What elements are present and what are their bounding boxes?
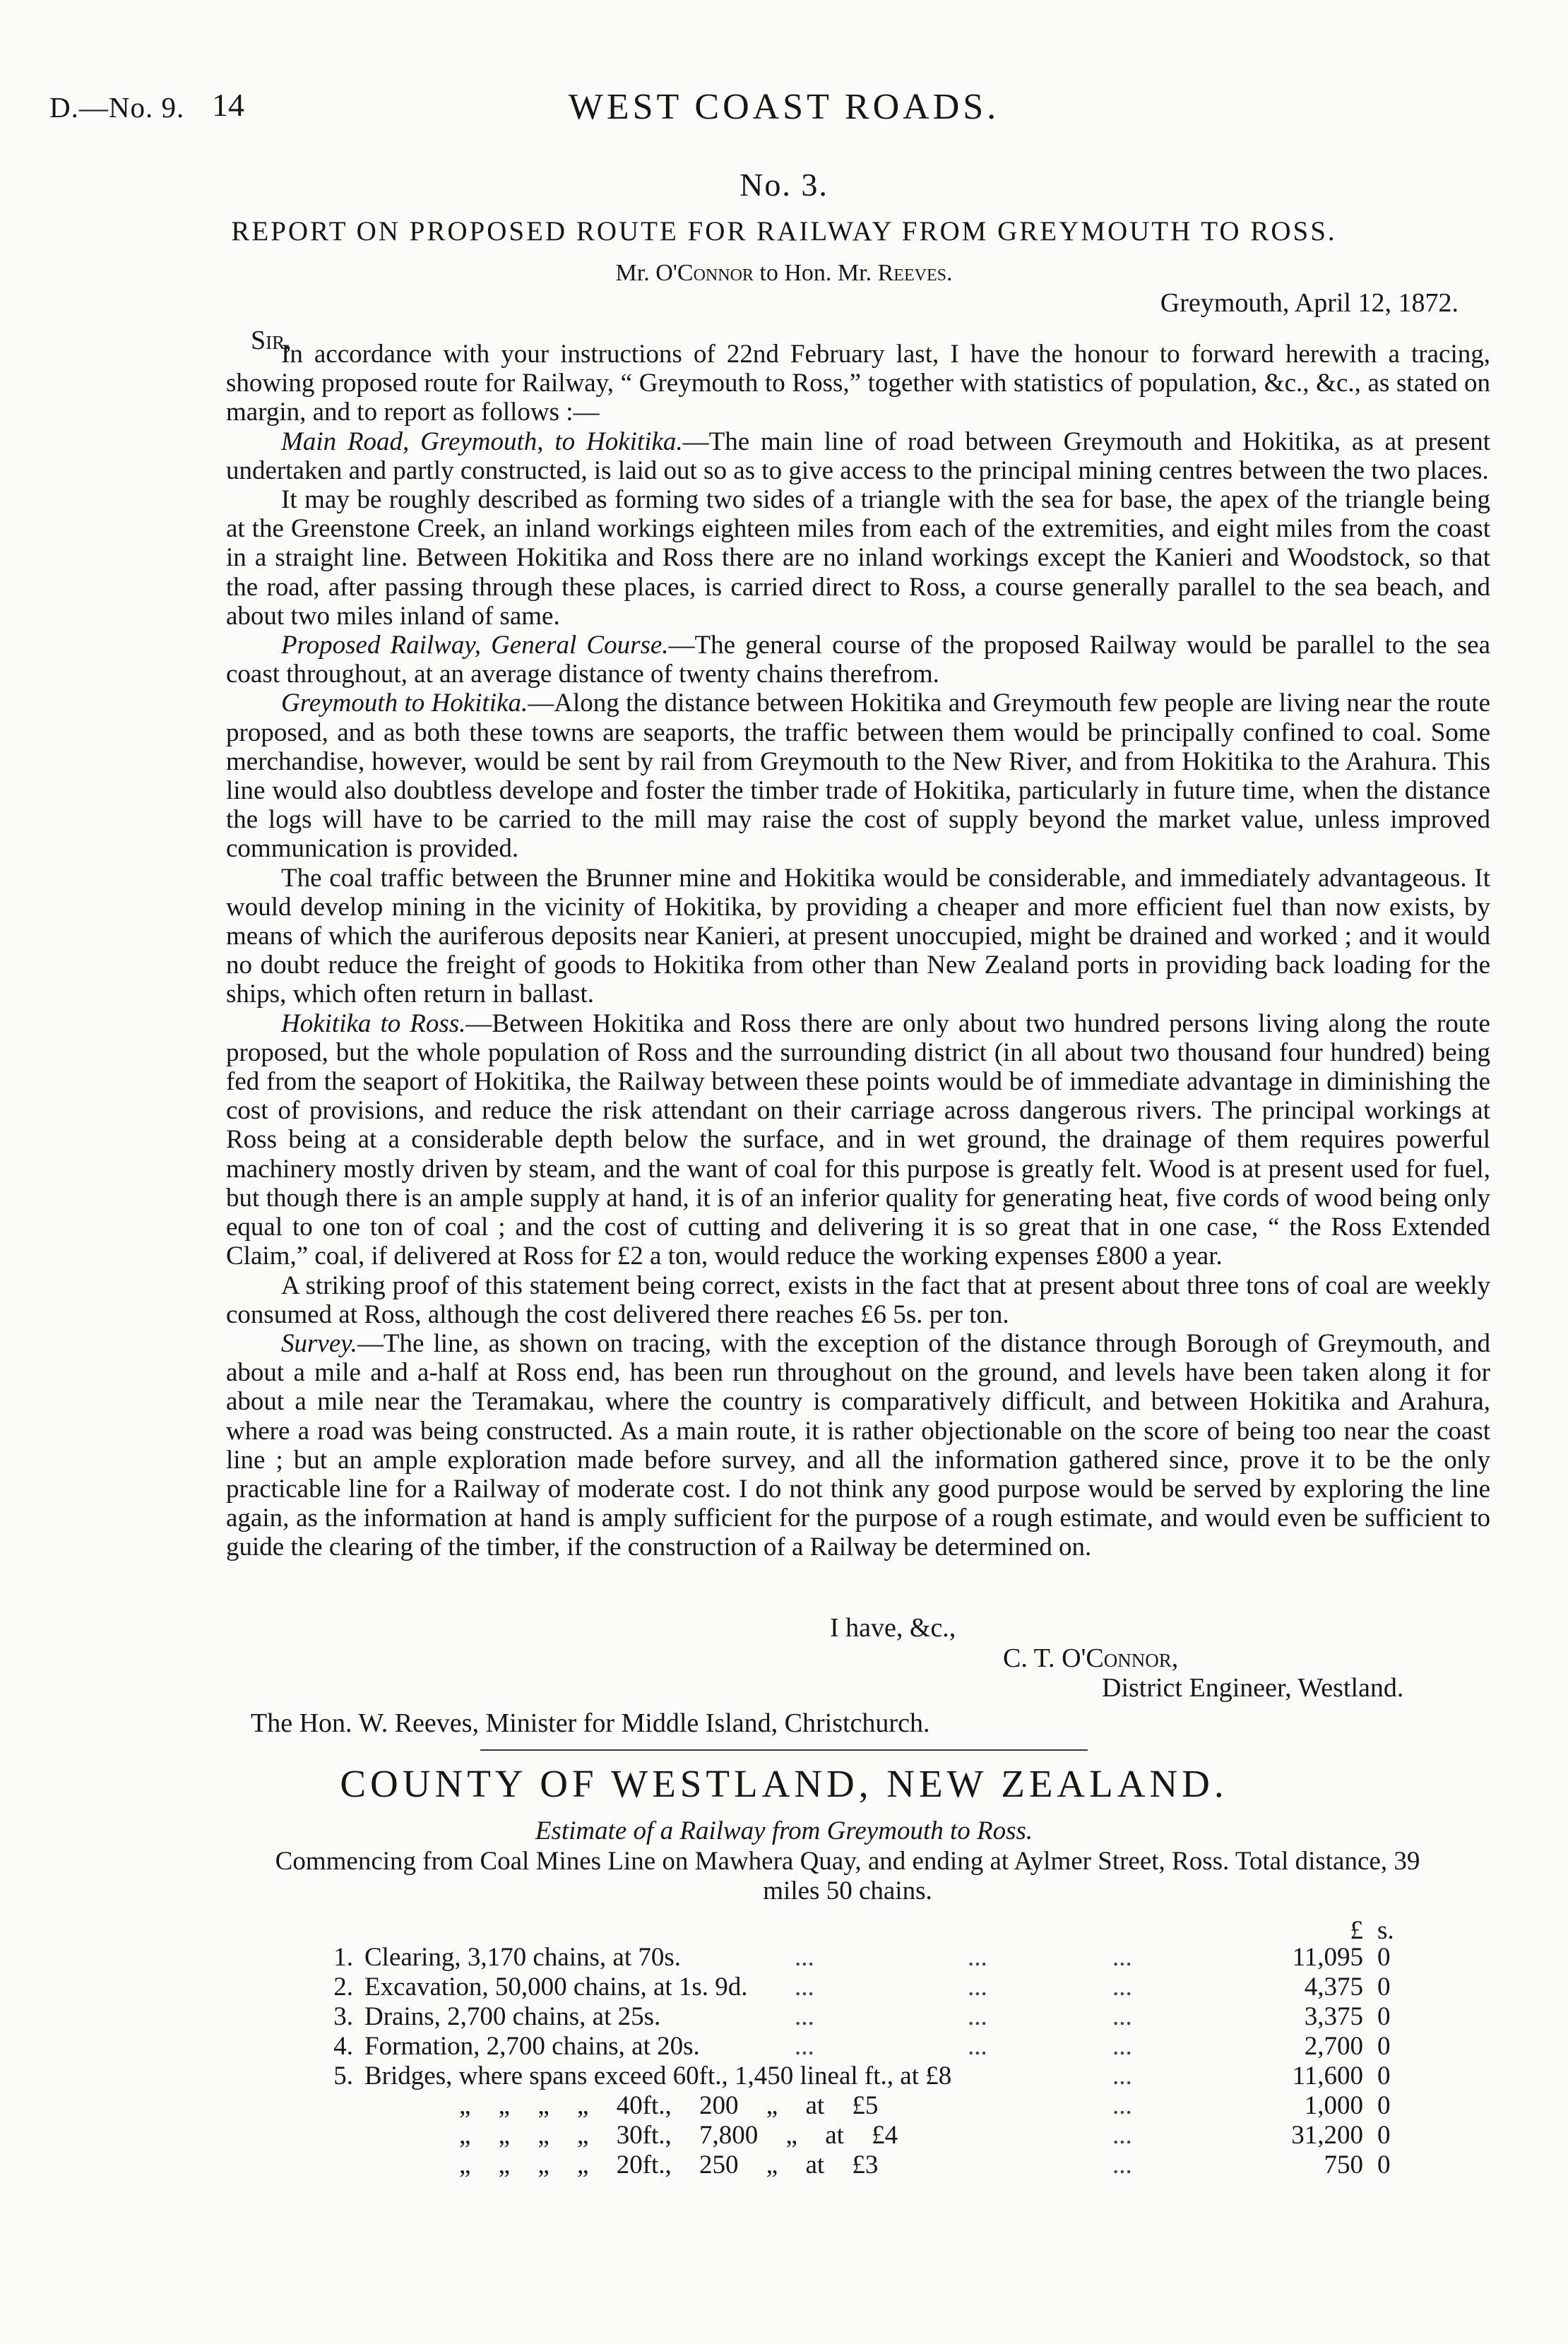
- leader-dots: ...: [795, 2032, 814, 2061]
- table-row: [325, 2031, 1427, 2061]
- item-pounds: 3,375: [1304, 2002, 1363, 2031]
- paragraph: The coal traffic between the Brunner mine and Hokitika would be considerable, and immediately advantageous. It would develop mining in the vicinity of Hokitika, by providing a cheaper and more efficient fuel than now exists, by means of which the auriferous deposits near Kanieri, at present unoccupied, might be drained and worked ; and it would no doubt reduce the freight of goods to Hokitika from other than New Zealand ports in providing back loading for the ships, which often return in ballast.: [226, 863, 1490, 1009]
- leader-dots: ...: [795, 1943, 814, 1972]
- item-description: „ „ „ „ 20ft., 250 „ at £3: [459, 2150, 879, 2179]
- item-description: Clearing, 3,170 chains, at 70s.: [364, 1943, 682, 1972]
- table-row: [325, 1972, 1427, 2001]
- paragraph: It may be roughly described as forming two sides of a triangle with the sea for base, the apex of the triangle being at the Greenstone Creek, an inland workings eighteen miles from each of the extremities, and eight miles from the coast in a straight line. Between Hokitika and Ross there are no inland workings except the Kanieri and Woodstock, so that the road, after passing through these places, is carried direct to Ross, a course generally parallel to the sea beach, and about two miles inland of same.: [226, 485, 1490, 631]
- item-pounds: 4,375: [1304, 1973, 1363, 2001]
- estimate-table: [325, 1915, 1427, 2179]
- item-shillings: 0: [1377, 2121, 1391, 2150]
- report-number: No. 3.: [740, 167, 828, 203]
- table-header: [325, 1915, 1427, 1945]
- item-number: 4.: [333, 2032, 353, 2061]
- divider: [480, 1749, 1088, 1751]
- item-description: Bridges, where spans exceed 60ft., 1,450 lineal ft., at £8: [364, 2062, 952, 2090]
- shillings-column-header: s.: [1377, 1916, 1394, 1945]
- leader-dots: ...: [1112, 2121, 1132, 2150]
- item-description: „ „ „ „ 30ft., 7,800 „ at £4: [459, 2121, 898, 2150]
- dateline: Greymouth, April 12, 1872.: [1160, 288, 1459, 318]
- item-pounds: 11,095: [1292, 1943, 1363, 1972]
- leader-dots: ...: [1112, 2002, 1132, 2031]
- table-row: [325, 2120, 1427, 2150]
- item-description: Excavation, 50,000 chains, at 1s. 9d.: [364, 1973, 748, 2001]
- item-shillings: 0: [1377, 2002, 1391, 2031]
- leader-dots: ...: [1112, 2150, 1132, 2179]
- item-number: 5.: [333, 2062, 353, 2090]
- item-shillings: 0: [1377, 2150, 1391, 2179]
- salutation: Sir,: [251, 326, 292, 355]
- table-row: [325, 2090, 1427, 2120]
- paragraph: Main Road, Greymouth, to Hokitika.—The main line of road between Greymouth and Hokitika, as at present undertaken and partly constructed, is laid out so as to give access to the principal mining centres between the two places.: [226, 427, 1490, 485]
- item-shillings: 0: [1377, 2091, 1391, 2120]
- running-title: WEST COAST ROADS.: [568, 87, 1000, 127]
- byline: Mr. O'Connor to Hon. Mr. Reeves.: [615, 260, 953, 286]
- item-pounds: 1,000: [1304, 2091, 1363, 2120]
- table-row: [325, 2061, 1427, 2090]
- leader-dots: ...: [968, 2032, 987, 2061]
- estimate-subtitle: Estimate of a Railway from Greymouth to Ross.: [535, 1816, 1033, 1845]
- item-description: Formation, 2,700 chains, at 20s.: [364, 2032, 700, 2061]
- item-pounds: 750: [1324, 2150, 1363, 2179]
- paragraph: Proposed Railway, General Course.—The general course of the proposed Railway would be parallel to the sea coast throughout, at an average distance of twenty chains therefrom.: [226, 631, 1490, 689]
- leader-dots: ...: [1112, 2091, 1132, 2120]
- addressee: The Hon. W. Reeves, Minister for Middle Island, Christchurch.: [251, 1708, 930, 1738]
- paragraph: A striking proof of this statement being correct, exists in the fact that at present about three tons of coal are weekly consumed at Ross, although the cost delivered there reaches £6 5s. per ton.: [226, 1271, 1490, 1329]
- report-body: [226, 340, 1490, 1562]
- estimate-description: Commencing from Coal Mines Line on Mawhera Quay, and ending at Aylmer Street, Ross. Total distance, 39 miles 50 chains.: [275, 1847, 1420, 1905]
- signature: C. T. O'Connor,: [1003, 1643, 1179, 1673]
- table-row: [325, 1942, 1427, 1972]
- page-number: 14: [212, 87, 244, 123]
- paragraph: Hokitika to Ross.—Between Hokitika and Ross there are only about two hundred persons living along the route proposed, but the whole population of Ross and the surrounding district (in all about two thousand four hundred) being fed from the seaport of Hokitika, the Railway between these points would be of immediate advantage in diminishing the cost of provisions, and reduce the risk attendant on their carriage across dangerous rivers. The principal workings at Ross being at a considerable depth below the surface, and in wet ground, the drainage of them requires powerful machinery mostly driven by steam, and the want of coal for this purpose is greatly felt. Wood is at present used for fuel, but though there is an ample supply at hand, it is of an inferior quality for generating heat, five cords of wood being only equal to one ton of coal ; and the cost of cutting and delivering it is so great that in one case, “ the Ross Extended Claim,” coal, if delivered at Ross for £2 a ton, would reduce the working expenses £800 a year.: [226, 1009, 1490, 1271]
- item-number: 2.: [333, 1973, 353, 2001]
- report-title: REPORT ON PROPOSED ROUTE FOR RAILWAY FROM GREYMOUTH TO ROSS.: [231, 216, 1337, 246]
- document-code: D.—No. 9.: [49, 91, 185, 124]
- leader-dots: ...: [795, 1973, 814, 2001]
- signature-title: District Engineer, Westland.: [1102, 1673, 1404, 1703]
- leader-dots: ...: [795, 2002, 814, 2031]
- paragraph: Survey.—The line, as shown on tracing, with the exception of the distance through Borough of Greymouth, and about a mile and a-half at Ross end, has been run throughout on the ground, and levels have been taken along it for about a mile near the Teramakau, where the country is comparatively difficult, and between Hokitika and Arahura, where a road was being constructed. As a main route, it is rather objectionable on the score of being too near the coast line ; but an ample exploration made before survey, and all the information gathered since, prove it to be the only practicable line for a Railway of moderate cost. I do not think any good purpose would be served by exploring the line again, as the information at hand is amply sufficient for the purpose of a rough estimate, and would even be sufficient to guide the clearing of the timber, if the construction of a Railway be determined on.: [226, 1328, 1490, 1562]
- leader-dots: ...: [1112, 1973, 1132, 2001]
- pounds-column-header: £: [1350, 1916, 1363, 1945]
- table-row: [325, 2001, 1427, 2031]
- leader-dots: ...: [1112, 1943, 1132, 1972]
- item-shillings: 0: [1377, 1943, 1391, 1972]
- item-pounds: 2,700: [1304, 2032, 1363, 2061]
- item-pounds: 31,200: [1291, 2121, 1363, 2150]
- estimate-heading: COUNTY OF WESTLAND, NEW ZEALAND.: [340, 1762, 1228, 1805]
- table-row: [325, 2150, 1427, 2179]
- leader-dots: ...: [1112, 2032, 1132, 2061]
- leader-dots: ...: [968, 2002, 987, 2031]
- item-number: 3.: [333, 2002, 353, 2031]
- item-number: 1.: [333, 1943, 353, 1972]
- leader-dots: ...: [968, 1973, 987, 2001]
- leader-dots: ...: [968, 1943, 987, 1972]
- paragraph: In accordance with your instructions of 22nd February last, I have the honour to forward herewith a tracing, showing proposed route for Railway, “ Greymouth to Ross,” together with statistics of population, &c., &c., as stated on margin, and to report as follows :—: [226, 340, 1490, 427]
- item-shillings: 0: [1377, 1973, 1391, 2001]
- item-description: Drains, 2,700 chains, at 25s.: [364, 2002, 661, 2031]
- item-shillings: 0: [1377, 2032, 1391, 2061]
- closing: I have, &c.,: [830, 1613, 956, 1643]
- item-shillings: 0: [1377, 2062, 1391, 2090]
- paragraph: Greymouth to Hokitika.—Along the distance between Hokitika and Greymouth few people are living near the route proposed, and as both these towns are seaports, the traffic between them would be principally confined to coal. Some merchandise, however, would be sent by rail from Greymouth to the New River, and from Hokitika to the Arahura. This line would also doubtless develope and foster the timber trade of Hokitika, particularly in future time, when the distance the logs will have to be carried to the mill may raise the cost of supply beyond the market value, unless improved communication is provided.: [226, 689, 1491, 864]
- leader-dots: ...: [1112, 2062, 1132, 2090]
- item-pounds: 11,600: [1292, 2062, 1363, 2090]
- item-description: „ „ „ „ 40ft., 200 „ at £5: [459, 2091, 879, 2120]
